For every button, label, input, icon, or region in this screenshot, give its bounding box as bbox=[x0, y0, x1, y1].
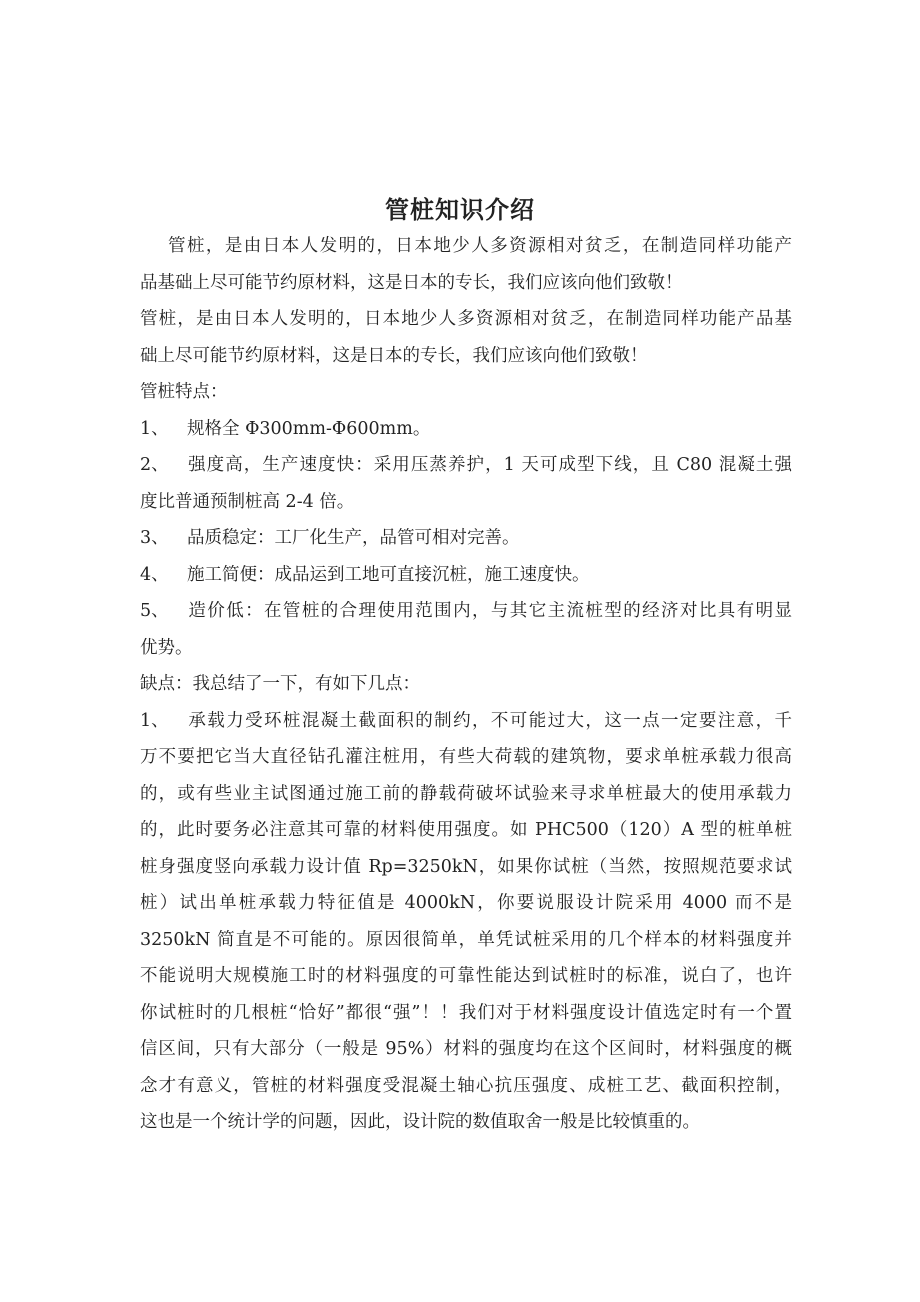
paragraph-line bbox=[140, 630, 792, 667]
paragraph-line bbox=[140, 338, 792, 375]
line-text: 的，或有些业主试图通过施工前的静载荷破坏试验来寻求单桩最大的使用承载力 bbox=[140, 783, 792, 804]
paragraph-line bbox=[140, 885, 792, 922]
paragraph-line bbox=[140, 849, 792, 886]
list-number: 5、 bbox=[140, 601, 169, 621]
paragraph-line bbox=[140, 228, 792, 265]
paragraph-line bbox=[140, 812, 792, 849]
paragraph-line bbox=[140, 1068, 792, 1105]
line-text: 管桩特点： bbox=[140, 382, 228, 402]
line-text: 承载力受环桩混凝土截面积的制约，不可能过大，这一点一定要注意，千 bbox=[187, 710, 792, 731]
paragraph-line bbox=[140, 995, 792, 1032]
list-number: 3、 bbox=[140, 528, 169, 548]
line-text: 信区间，只有大部分（一般是 95%）材料的强度均在这个区间时，材料强度的概 bbox=[140, 1039, 792, 1059]
page-title: 管桩知识介绍 bbox=[385, 195, 535, 224]
line-text: 度比普通预制桩高 2-4 倍。 bbox=[140, 491, 355, 512]
line-text: 你试桩时的几根桩“恰好”都很“强”！！我们对于材料强度设计值选定时有一个置 bbox=[140, 1002, 792, 1023]
line-text: 品基础上尽可能节约原材料，这是日本的专长，我们应该向他们致敬！ bbox=[140, 272, 683, 293]
line-text: 桩）试出单桩承载力特征值是 4000kN，你要说服设计院采用 4000 而不是 bbox=[140, 893, 792, 913]
line-text: 管桩，是由日本人发明的，日本地少人多资源相对贫乏，在制造同样功能产 bbox=[168, 236, 792, 256]
paragraph-line bbox=[140, 593, 792, 630]
line-text: 施工简便：成品运到工地可直接沉桩，施工速度快。 bbox=[187, 564, 590, 585]
list-number: 1、 bbox=[140, 710, 169, 731]
list-number: 1、 bbox=[140, 418, 169, 439]
line-text: 不能说明大规模施工时的材料强度的可靠性能达到试桩时的标准，说白了，也许 bbox=[140, 966, 792, 986]
line-text: 万不要把它当大直径钻孔灌注桩用，有些大荷载的建筑物，要求单桩承载力很高 bbox=[140, 747, 792, 767]
paragraph-line bbox=[140, 447, 792, 484]
paragraph-line bbox=[140, 520, 792, 557]
paragraph-line bbox=[140, 411, 792, 448]
line-text: 念才有意义，管桩的材料强度受混凝土轴心抗压强度、成桩工艺、截面积控制， bbox=[140, 1075, 792, 1096]
line-text: 础上尽可能节约原材料，这是日本的专长，我们应该向他们致敬！ bbox=[140, 345, 648, 366]
paragraph-line bbox=[140, 703, 792, 740]
line-text: 优势。 bbox=[140, 637, 193, 658]
line-text: 强度高，生产速度快：采用压蒸养护，1 天可成型下线，且 C80 混凝土强 bbox=[187, 455, 792, 475]
paragraph-line bbox=[140, 958, 792, 995]
paragraph-line bbox=[140, 739, 792, 776]
paragraph-line bbox=[140, 922, 792, 959]
line-text: 造价低：在管桩的合理使用范围内，与其它主流桩型的经济对比具有明显 bbox=[187, 601, 792, 621]
paragraph-line bbox=[140, 1104, 792, 1141]
paragraph-line bbox=[140, 776, 792, 813]
line-text: 桩身强度竖向承载力设计值 Rp=3250kN，如果你试桩（当然，按照规范要求试 bbox=[140, 856, 792, 877]
line-text: 这也是一个统计学的问题，因此，设计院的数值取舍一般是比较慎重的。 bbox=[140, 1112, 700, 1132]
paragraph-line bbox=[140, 666, 792, 703]
paragraph-line bbox=[140, 1031, 792, 1068]
line-text: 3250kN 简直是不可能的。原因很简单，单凭试桩采用的几个样本的材料强度并 bbox=[140, 929, 792, 950]
line-text: 管桩，是由日本人发明的，日本地少人多资源相对贫乏，在制造同样功能产品基 bbox=[140, 309, 792, 329]
paragraph-line bbox=[140, 265, 792, 302]
line-text: 品质稳定：工厂化生产，品管可相对完善。 bbox=[187, 528, 520, 548]
paragraph-line bbox=[140, 484, 792, 521]
paragraph-line bbox=[140, 301, 792, 338]
list-number: 4、 bbox=[140, 564, 169, 585]
line-text: 的，此时要务必注意其可靠的材料使用强度。如 PHC500（120）A 型的桩单桩 bbox=[140, 820, 792, 840]
paragraph-line bbox=[140, 557, 792, 594]
list-number: 2、 bbox=[140, 455, 169, 475]
document-body bbox=[140, 228, 792, 1141]
paragraph-line bbox=[140, 374, 792, 411]
line-text: 缺点：我总结了一下，有如下几点： bbox=[140, 674, 420, 694]
line-text: 规格全 Φ300mm-Φ600mm。 bbox=[187, 418, 431, 439]
